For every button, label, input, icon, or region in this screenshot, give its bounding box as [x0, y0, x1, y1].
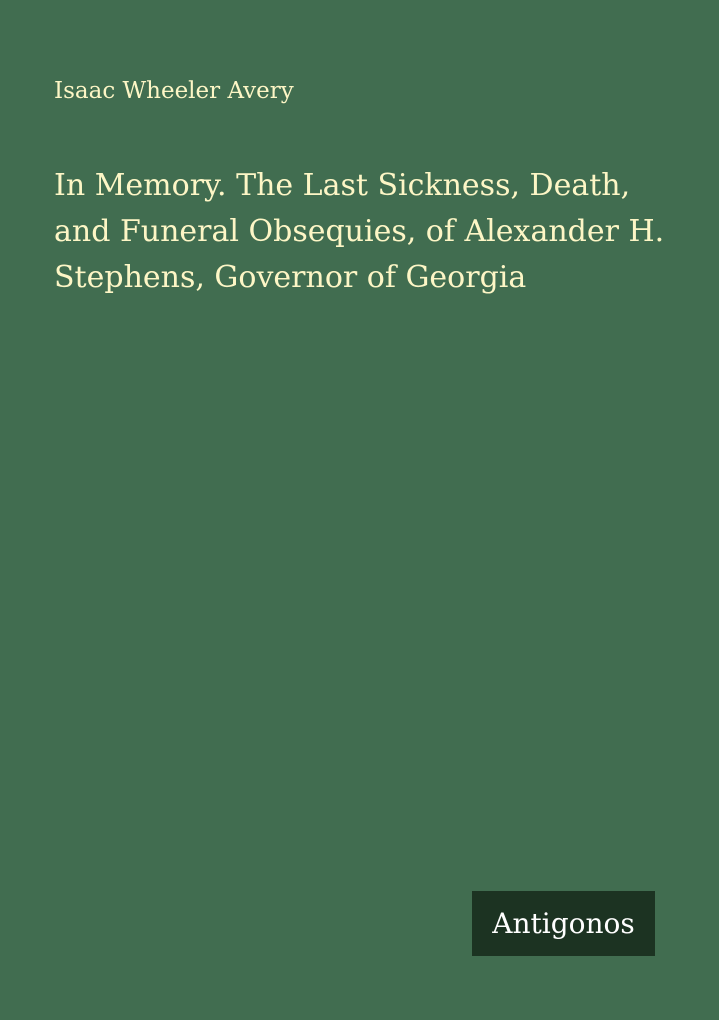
author-name: Isaac Wheeler Avery [54, 78, 294, 104]
publisher-name: Antigonos [492, 907, 635, 940]
publisher-badge [472, 891, 655, 956]
book-title: In Memory. The Last Sickness, Death, and Funeral Obsequies, of Alexander H. Stephens, Governor of Georgia [54, 168, 665, 295]
